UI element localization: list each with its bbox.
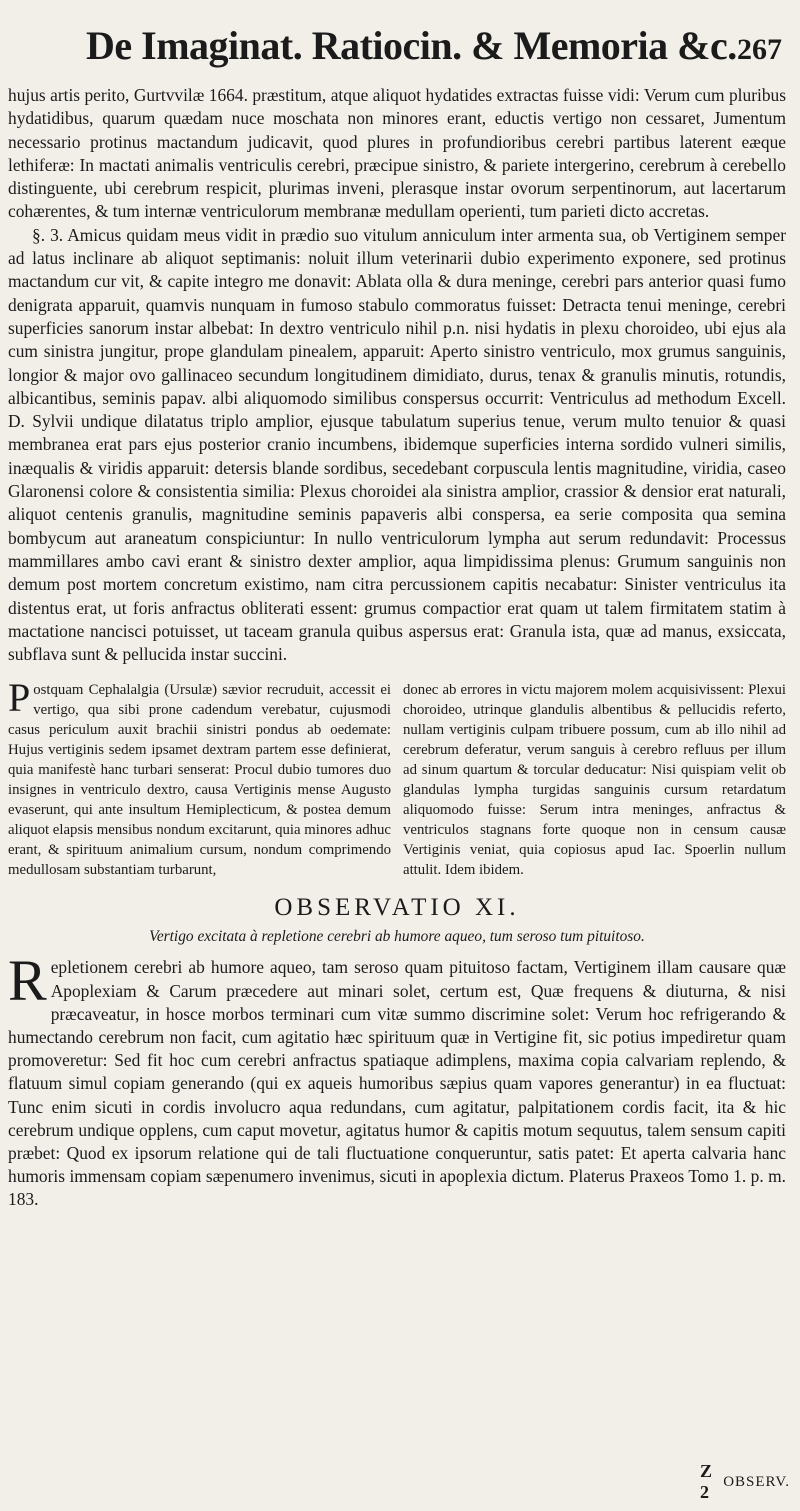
signature-mark: Z 2: [700, 1461, 713, 1502]
running-title: De Imaginat. Ratiocin. & Memoria &c.: [86, 23, 737, 68]
left-column: [8, 675, 391, 880]
observation-heading: OBSERVATIO XI.: [274, 894, 520, 922]
left-column-text: Postquam Cephalalgia (Ursulæ) sævior recruduit, accessit ei vertigo, qua sibi prone cadendum verebatur, cujusmodi casus periculum auxit brachii sinistri pondus ab oedemate: Hujus vertiginis sedem ipsamet dextram partem esse definierat, quia manifestè hanc turbari senserat: Procul dubio tumores duo insignes in ventriculo dextro, causa Vertiginis mense Augusto evaserunt, qui ante insultum Hemiplecticum, & postea demum aliquot elapsis mensibus nondum excitarunt, quia minores adhuc erant, & spirituum animalium cursum, nondum comprimendo medullosam substantiam turbarunt,: [8, 675, 391, 879]
observation-subtitle: Vertigo excitata à repletione cerebri ab humore aqueo, tum seroso tum pituitoso.: [149, 928, 645, 946]
right-column: [403, 680, 786, 880]
page-footer: [0, 1462, 800, 1502]
page-number: 267: [737, 33, 782, 66]
right-column-text: donec ab errores in victu majorem molem acquisivissent: Plexui choroideo, utrinque glandulis albentibus & pellucidis referto, nullam vertiginis culpam tribuere possum, cum ab illo nihil ad cerebrum deferatur, verum sanguis à cerebro refluus per illum ad sinum quartum & torcular deducatur: Nisi quispiam velit ob glandulas lympha turgidas sanguinis cursum retardatum aliquomodo fuisse: Serum intra meninges, anfractus & ventriculos stagnans forte quoque non in censum causæ Vertiginis veniat, quia copiosus apud Iac. Spoerlin nullum attulit. Idem ibidem.: [403, 682, 786, 879]
two-column-block: [8, 675, 786, 880]
observation-body: Repletionem cerebri ab humore aqueo, tam seroso quam pituitoso factam, Vertiginem illam causare quæ Apoplexiam & Carum præcedere aut minari solet, certum est, Quæ frequens & diuturna, & nisi præcaveatur, in hosce morbos terminari cum vitæ summo discrimine solet: Verum hoc refrigerando & humectando cerebrum non facit, cum agitatio hæc spirituum quæ in Vertigine fit, sic potius impediretur quam promoveretur: Sed fit hoc cum cerebri anfractus spatiaque adimplens, maxima copia calvariam replendo, & flatuum simul copiam generando (qui ex aqueis humoribus sæpius quam vapores generantur) in ea fluctuat: Tunc enim sicuti in cordis involucro aqua redundans, cum agitatur, palpitationem cordis facit, ita & hic cerebrum undique opplens, cum caput movetur, agitatus humor & capitis motum sequutus, talem sensum capiti præbet: Quod ex ipsorum relatione qui de tali fluctuatione conqueruntur, satis patet: Et aperta calvaria hanc humoris immensam copiam sæpenumero invenimus, sicuti in apoplexia dictum. Platerus Praxeos Tomo 1. p. m. 183.: [8, 948, 786, 1210]
page-header: [8, 22, 786, 84]
paragraph-continued: hujus artis perito, Gurtvvilæ 1664. præstitum, atque aliquot hydatides extractas fuisse vidi: Verum cum pluribus hydatidibus, quarum quædam nuce moschata non minores erant, eductis vertigo non cessaret, Jumentum necessario protinus mactandum judicavit, quod plures in profundioribus cerebri partibus laterent eæque lethiferæ: In mactati animalis ventriculis cerebri, præcipue sinistro, & pariete intergerino, cerebrum à cerebello distinguente, ubi cerebrum respicit, plurimas inveni, plerasque instar ovorum serpentinorum, aut lacertarum cohærentes, & tum internæ ventriculorum membranæ medullam operienti, tum parieti dicto accretas.: [8, 85, 786, 222]
catchword: OBSERV.: [723, 1473, 790, 1490]
paragraph-section-3: §. 3. Amicus quidam meus vidit in prædio suo vitulum anniculum inter armenta sua, ob Vertiginem semper ad latus inclinare ab aliquot septimanis: noluit illum veterinarii dubio experimento exponere, sed protinus mactandum cur vit, & capite integro me donavit: Ablata olla & dura meninge, cerebri pars anterior quasi fumo denigrata apparuit, quamvis nunquam in fumoso stabulo commoratus fuisset: Detracta tenui meninge, cerebri superficies sanorum instar albebat: In dextro ventriculo nihil p.n. nisi hydatis in plexu choroideo, ubi ejus ala cum sinistra jungitur, prope glandulam pinealem, apparuit: Aperto sinistro ventriculo, mox grumus sanguinis, longior & major ovo gallinaceo secundum longitudinem dimidiato, durus, tenax & granulis minutis, rotundis, albicantibus, seminis papav. albi aliquomodo similibus conspersus occurrit: Ventriculus ad methodum Excell. D. Sylvii undique dilatatus triplo amplior, ejusque tabulatum superius tenue, verum multo tenuior & quasi membranea erat pars ejus posterior cranio incumbens, ibidemque superficies interna sordido vulneri similis, inæqualis & viridis apparuit: detersis blande sordibus, secedebant corpuscula lentis magnitudine, viridia, caseo Glaronensi colore & consistentia similia: Plexus choroidei ala sinistra amplior, crassior & densior erat naturali, aliquot centenis granulis, magnitudine seminis papaveris albi conspersa, ea serie composita qua semina bombycum aut araneatum conspiciuntur: In nullo ventriculorum lympha aut serum redundavit: Processus mammillares ambo cavi erant & sinistro dexter amplior, aqua limpidissima plenus: Grumum sanguinis non demum post mortem concretum existimo, nam citra percussionem capitis necabatur: Sinister ventriculus ita distentus erat, ut foris anfractus obliterati essent: grumus compactior erat quam ut talem firmitatem statim à mactatione nancisci potuisset, ut taceam granula quibus aspersus erat: Granula ista, quæ ad manus, exsiccata, subflava sunt & pellucida instar succini.: [8, 224, 786, 665]
